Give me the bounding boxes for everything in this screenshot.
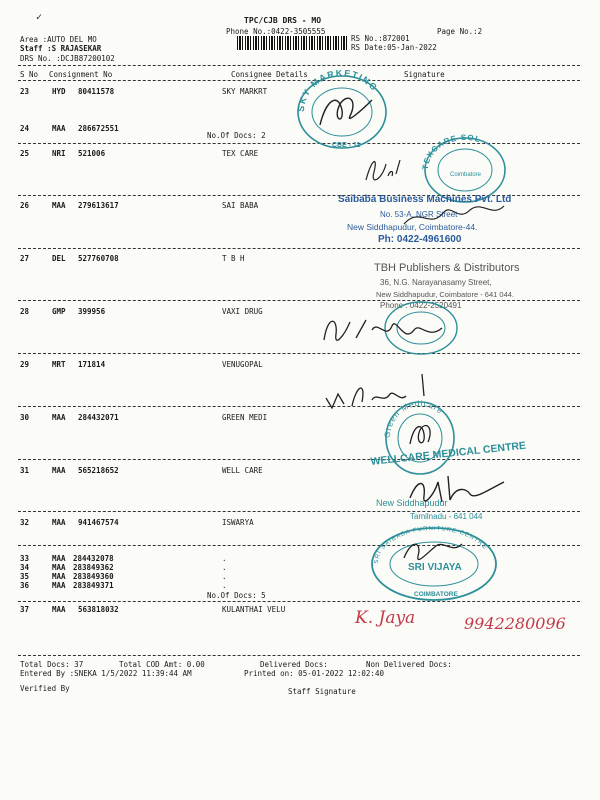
tbh-stamp-address-2: New Siddhapudur, Coimbatore - 641 044.: [376, 290, 515, 299]
rs-date: RS Date:05-Jan-2022: [351, 43, 437, 52]
row-sno: 27: [20, 254, 30, 263]
verified-by: Verified By: [20, 684, 70, 693]
texcare-signature: [360, 150, 410, 195]
row-code: MAA: [52, 413, 66, 422]
row-sno: 24: [20, 124, 30, 133]
row-consignee: VAXI DRUG: [222, 307, 263, 316]
receiver-phone-handwritten: 9942280096: [464, 614, 566, 633]
row-code: MRT: [52, 360, 66, 369]
row-code: GMP: [52, 307, 66, 316]
wellcare-stamp-address-1: New Siddhapudur: [376, 498, 448, 508]
row-number: 286672551: [78, 124, 119, 133]
total-docs: Total Docs: 37: [20, 660, 84, 669]
saibaba-stamp-address-2: New Siddhapudur, Coimbatore-44.: [347, 222, 478, 232]
row-number: 563818032: [78, 605, 119, 614]
row-sno: 23: [20, 87, 30, 96]
delivered-docs: Delivered Docs:: [260, 660, 328, 669]
row-divider: [18, 511, 580, 512]
drs-number: DRS No. :DCJB87200102: [20, 54, 115, 63]
row-code: MAA: [52, 563, 66, 572]
iswarya-stamp-name: SRI VIJAYA: [408, 562, 462, 573]
row-consignee: .: [222, 563, 227, 572]
row-sno: 28: [20, 307, 30, 316]
row-docs-count: No.Of Docs: 2: [207, 131, 266, 140]
green-medicare-stamp-text: Green Medicare: [382, 398, 446, 439]
row-code: MAA: [52, 201, 66, 210]
row-code: MAA: [52, 581, 66, 590]
sky-stamp-text: SKY MARKETING: [295, 70, 380, 113]
staff-field: Staff :S RAJASEKAR: [20, 44, 102, 53]
texcare-stamp-city: Coimbatore: [450, 172, 482, 178]
row-sno: 31: [20, 466, 30, 475]
page-number: Page No.:2: [437, 27, 483, 36]
saibaba-stamp-address-1: No. 53-A, NGR Street: [380, 210, 458, 219]
row-sno: 30: [20, 413, 30, 422]
row-consignee: .: [222, 572, 227, 581]
printed-on: Printed on: 05-01-2022 12:02:40: [244, 669, 384, 678]
row-consignee: .: [222, 554, 227, 563]
rs-number: RS No.:872001: [351, 34, 410, 43]
vaxi-drug-stamp: [316, 300, 466, 360]
row-code: MAA: [52, 605, 66, 614]
row-number: 171814: [78, 360, 106, 369]
row-sno: 32: [20, 518, 30, 527]
row-code: DEL: [52, 254, 66, 263]
row-sno: 34: [20, 563, 30, 572]
wellcare-signature: [404, 468, 514, 508]
iswarya-stamp: [364, 522, 504, 602]
row-divider: [18, 248, 580, 249]
texcare-stamp-text: TEXCARE SOL: [420, 134, 482, 171]
row-number: 283849371: [73, 581, 114, 590]
area-field: Area :AUTO DEL MO: [20, 35, 97, 44]
row-sno: 26: [20, 201, 30, 210]
row-sno: 37: [20, 605, 30, 614]
row-sno: 36: [20, 581, 30, 590]
row-number: 283849360: [73, 572, 114, 581]
row-consignee: WELL CARE: [222, 466, 263, 475]
column-signature: Signature: [404, 70, 445, 79]
header-divider-top: [18, 65, 580, 66]
row-consignee: TEX CARE: [222, 149, 259, 158]
row-divider: [18, 300, 580, 301]
receiver-name-handwritten: K. Jaya: [355, 608, 416, 628]
wellcare-stamp-address-2: Tamilnadu - 641 044: [410, 512, 483, 521]
sky-marketing-stamp: [292, 70, 392, 150]
column-consignment: Consignment No: [49, 70, 113, 79]
document-title: TPC/CJB DRS - MO: [244, 16, 322, 25]
row-number: 284432078: [73, 554, 114, 563]
wellcare-stamp-name: WELLCARE MEDICAL CENTRE: [370, 439, 527, 468]
staff-signature: Staff Signature: [288, 687, 356, 696]
row-number: 399956: [78, 307, 106, 316]
row-consignee: SKY MARKRT: [222, 87, 268, 96]
iswarya-stamp-text: SRI SAIBABA FURNITURE CENTRE: [373, 525, 489, 565]
row-sno: 35: [20, 572, 30, 581]
iswarya-stamp-city: COIMBATORE: [414, 591, 458, 598]
row-code: MAA: [52, 466, 66, 475]
tbh-stamp-address-1: 36, N.G. Narayanasamy Street,: [380, 278, 492, 287]
row-consignee: SAI BABA: [222, 201, 259, 210]
row-number: 941467574: [78, 518, 119, 527]
row-consignee: KULANTHAI VELU: [222, 605, 286, 614]
footer-divider: [18, 655, 580, 656]
row-number: 527760708: [78, 254, 119, 263]
saibaba-stamp-name: Saibaba Business Machines Pvt. Ltd: [338, 194, 512, 205]
saibaba-stamp-phone: Ph: 0422-4961600: [378, 234, 462, 245]
row-number: 279613617: [78, 201, 119, 210]
row-code: MAA: [52, 124, 66, 133]
row-code: MAA: [52, 554, 66, 563]
row-consignee: VENUGOPAL: [222, 360, 263, 369]
column-s-no: S No: [20, 70, 39, 79]
row-consignee: .: [222, 581, 227, 590]
row-number: 521006: [78, 149, 106, 158]
row-sno: 29: [20, 360, 30, 369]
row-docs-count: No.Of Docs: 5: [207, 591, 266, 600]
row-consignee: ISWARYA: [222, 518, 254, 527]
row-number: 284432071: [78, 413, 119, 422]
entered-by: Entered By :SNEKA 1/5/2022 11:39:44 AM: [20, 669, 192, 678]
row-number: 283849362: [73, 563, 114, 572]
sky-stamp-city: CBE - 11: [332, 142, 361, 149]
phone-number: Phone No.:0422-3505555: [226, 27, 326, 36]
row-number: 565218652: [78, 466, 119, 475]
row-code: MAA: [52, 518, 66, 527]
tbh-stamp-phone: Phone : 0422-2520491: [380, 301, 462, 310]
row-divider: [18, 459, 580, 460]
row-consignee: GREEN MEDI: [222, 413, 268, 422]
non-delivered-docs: Non Delivered Docs:: [366, 660, 452, 669]
row-code: HYD: [52, 87, 66, 96]
row-divider: [18, 406, 580, 407]
row-code: NRI: [52, 149, 66, 158]
row-divider: [18, 353, 580, 354]
total-cod-amount: Total COD Amt: 0.00: [119, 660, 205, 669]
tbh-stamp-name: TBH Publishers & Distributors: [374, 262, 520, 274]
svg-text:SKY MARKETING: [296, 70, 380, 112]
saibaba-signature: [400, 196, 510, 236]
mark-glyph: ✓: [36, 12, 43, 23]
barcode: [237, 36, 349, 50]
row-consignee: T B H: [222, 254, 245, 263]
row-code: MAA: [52, 572, 66, 581]
row-number: 80411578: [78, 87, 115, 96]
column-consignee: Consignee Details: [231, 70, 308, 79]
row-sno: 33: [20, 554, 30, 563]
green-medicare-stamp: [380, 398, 460, 478]
row-sno: 25: [20, 149, 30, 158]
